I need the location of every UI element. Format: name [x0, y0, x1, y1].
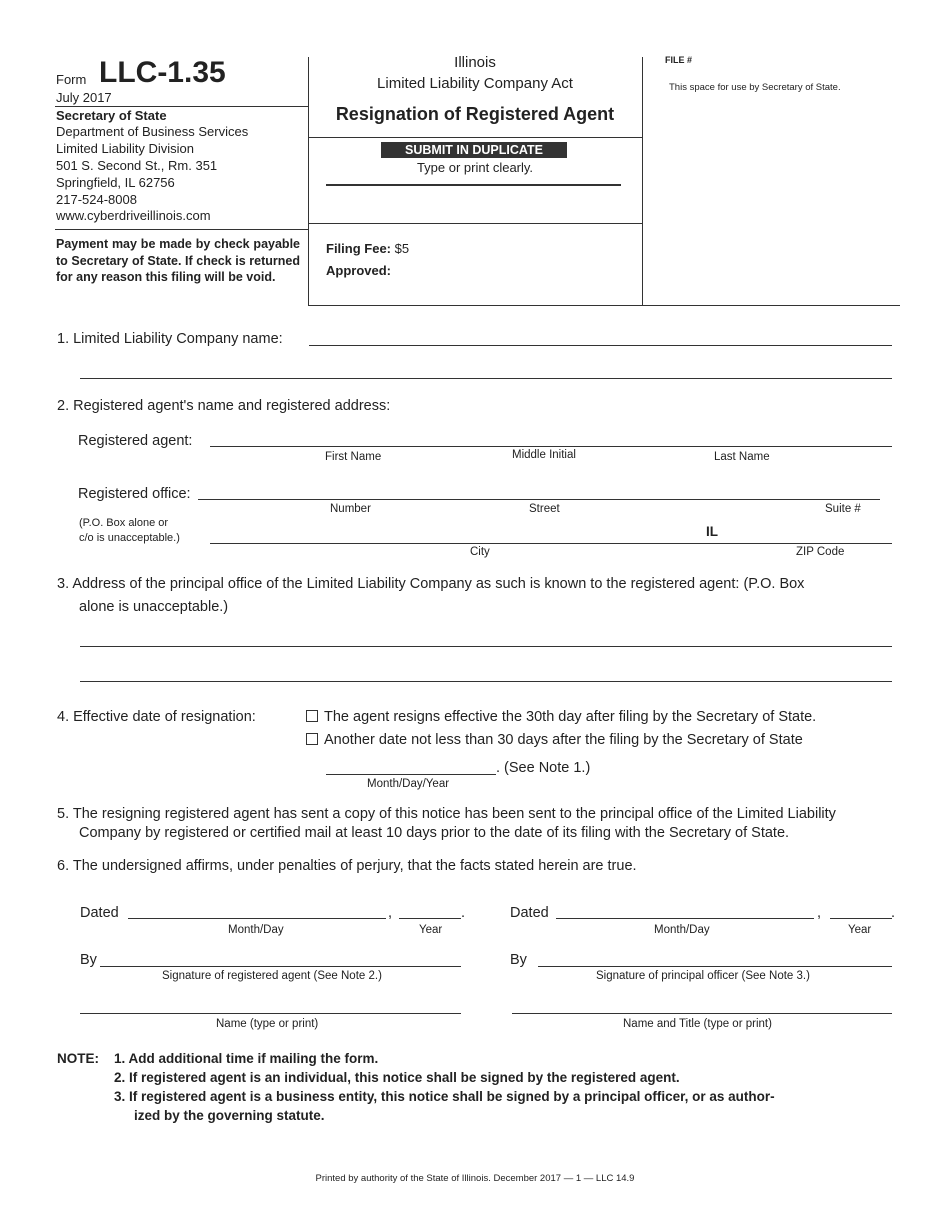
llc-name-field[interactable]: [309, 345, 892, 346]
filing-fee: [326, 241, 409, 256]
zip-caption: ZIP Code: [796, 546, 845, 558]
officer-signature-caption: Signature of principal officer (See Note 3.): [596, 970, 810, 982]
form-title: Resignation of Registered Agent: [335, 104, 615, 124]
agent-signature-field[interactable]: [100, 966, 461, 967]
see-note-1: . (See Note 1.): [496, 760, 591, 776]
option-30-day[interactable]: [306, 709, 816, 725]
form-word: Form: [56, 72, 87, 87]
by-label-right: By: [510, 952, 527, 968]
filing-fee-value: $5: [394, 241, 410, 256]
note-1: 1. Add additional time if mailing the form.: [114, 1051, 379, 1066]
agent-name-caption: Name (type or print): [216, 1018, 319, 1030]
month-day-year-caption: Month/Day/Year: [367, 778, 450, 790]
option-other-date[interactable]: [306, 732, 803, 748]
state-name: Illinois: [454, 54, 496, 71]
registered-office-field[interactable]: [198, 499, 880, 500]
number-caption: Number: [330, 503, 371, 515]
website: www.cyberdriveillinois.com: [56, 208, 211, 223]
suite-caption: Suite #: [825, 503, 861, 515]
option-30-day-text: The agent resigns effective the 30th day after filing by the Secretary of State.: [324, 709, 817, 725]
note-3-cont: ized by the governing statute.: [134, 1108, 325, 1123]
item-3-label: 3. Address of the principal office of the Limited Liability Company as such is known to the registered agent: (P.O. Box: [57, 576, 805, 592]
agency-name: Secretary of State: [56, 108, 167, 123]
agent-signature-caption: Signature of registered agent (See Note 2.): [162, 970, 382, 982]
file-number-label: FILE #: [665, 55, 693, 65]
item-5-label-cont: Company by registered or certified mail at least 10 days prior to the date of its filing with the Secretary of State.: [79, 825, 790, 841]
street-caption: Street: [529, 503, 560, 515]
state-code: IL: [706, 524, 718, 539]
officer-date-field[interactable]: [556, 918, 814, 919]
note-label: NOTE:: [57, 1051, 99, 1066]
officer-year-field[interactable]: [830, 918, 892, 919]
act-name: Limited Liability Company Act: [377, 75, 573, 92]
note-3: 3. If registered agent is a business entity, this notice shall be signed by a principal officer, or as author-: [114, 1089, 775, 1104]
option-other-date-text: Another date not less than 30 days after the filing by the Secretary of State: [324, 732, 803, 748]
month-day-caption-right: Month/Day: [654, 924, 710, 936]
month-day-caption-left: Month/Day: [228, 924, 284, 936]
form-date: July 2017: [56, 90, 112, 105]
checkbox-30-day[interactable]: [306, 710, 318, 722]
item-5-label: 5. The resigning registered agent has sent a copy of this notice has been sent to the principal office of the Limited Liability: [57, 806, 836, 822]
middle-initial-caption: Middle Initial: [512, 449, 576, 461]
dated-label-left: Dated: [80, 905, 119, 921]
note-2: 2. If registered agent is an individual, this notice shall be signed by the registered agent.: [114, 1070, 680, 1085]
registered-agent-label: Registered agent:: [78, 433, 193, 449]
file-space-note: This space for use by Secretary of State.: [669, 82, 841, 93]
agent-name-field[interactable]: [80, 1013, 461, 1014]
first-name-caption: First Name: [325, 451, 382, 463]
po-box-note-1: (P.O. Box alone or: [79, 517, 169, 529]
principal-office-field[interactable]: [80, 646, 892, 647]
dated-label-right: Dated: [510, 905, 549, 921]
by-label-left: By: [80, 952, 97, 968]
agent-date-field[interactable]: [128, 918, 386, 919]
item-1-label: 1. Limited Liability Company name:: [57, 331, 283, 347]
registered-agent-field[interactable]: [210, 446, 892, 447]
payment-note: Payment may be made by check payable to Secretary of State. If check is returned for any reason this filing will be void.: [56, 237, 300, 284]
checkbox-other-date[interactable]: [306, 733, 318, 745]
department: Department of Business Services: [56, 124, 249, 139]
approved-label: Approved:: [326, 263, 391, 278]
year-caption-left: Year: [419, 924, 443, 936]
instruction: Type or print clearly.: [416, 160, 534, 175]
city-zip-field[interactable]: [210, 543, 892, 544]
effective-date-field[interactable]: [326, 774, 496, 775]
officer-name-title-field[interactable]: [512, 1013, 892, 1014]
principal-office-field-line-2[interactable]: [80, 681, 892, 682]
item-6-label: 6. The undersigned affirms, under penalties of perjury, that the facts stated herein are true.: [57, 858, 637, 874]
address-line-2: Springfield, IL 62756: [56, 175, 175, 190]
llc-name-field-line-2[interactable]: [80, 378, 892, 379]
submit-duplicate-banner: SUBMIT IN DUPLICATE: [381, 142, 567, 158]
city-caption: City: [470, 546, 490, 558]
item-2-label: 2. Registered agent's name and registered address:: [57, 398, 391, 414]
form-number: LLC-1.35: [99, 56, 226, 89]
phone: 217-524-8008: [56, 192, 137, 207]
page-footer: Printed by authority of the State of Illinois. December 2017 — 1 — LLC 14.9: [315, 1173, 635, 1184]
division: Limited Liability Division: [56, 141, 194, 156]
address-line-1: 501 S. Second St., Rm. 351: [56, 158, 218, 173]
po-box-note-2: c/o is unacceptable.): [79, 532, 180, 544]
officer-signature-field[interactable]: [538, 966, 892, 967]
last-name-caption: Last Name: [714, 451, 770, 463]
filing-fee-label: Filing Fee:: [326, 241, 391, 256]
item-4-label: 4. Effective date of resignation:: [57, 709, 256, 725]
agent-year-field[interactable]: [399, 918, 461, 919]
item-3-label-cont: alone is unacceptable.): [79, 599, 229, 615]
registered-office-label: Registered office:: [78, 486, 191, 502]
officer-name-title-caption: Name and Title (type or print): [623, 1018, 772, 1030]
year-caption-right: Year: [848, 924, 872, 936]
